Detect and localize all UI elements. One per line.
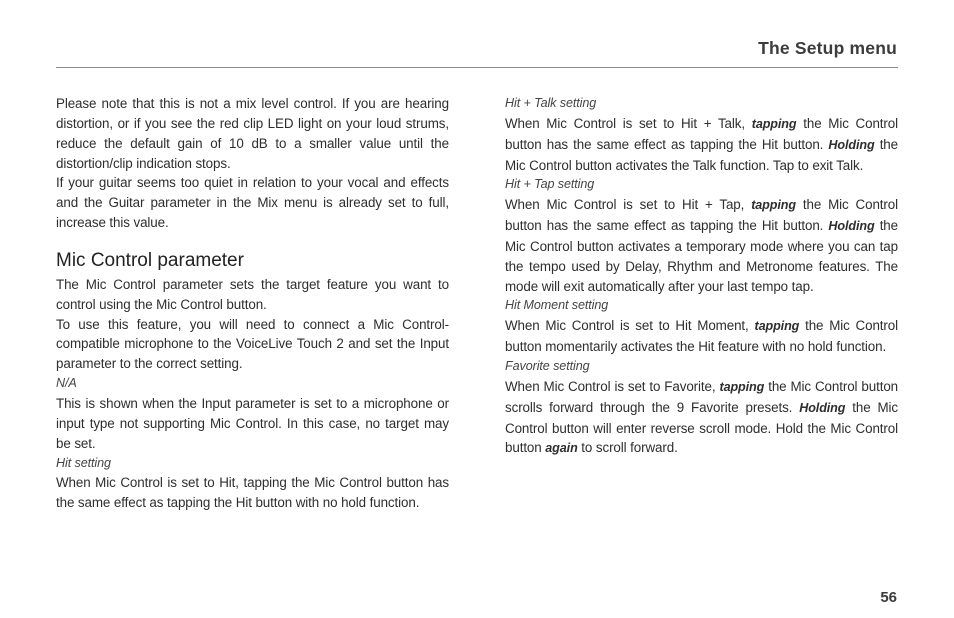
text-run: the Mic Control button scrolls forward through the 9 Favorite presets. [505,378,899,415]
paragraph-hit-tap [505,195,898,296]
right-column [505,94,898,459]
keyword-again: again [545,441,578,456]
text-run: the Mic Control button will enter reverse scroll mode. Hold the Mic Control button [505,399,898,456]
subheading-na: N/A [56,376,77,391]
paragraph-hit: When Mic Control is set to Hit, tapping the Mic Control button has the same effect as tapping the Hit button with no hold function. [56,475,449,511]
subheading-hit: Hit setting [56,455,111,470]
keyword-tapping: tapping [754,319,800,334]
section-heading: Mic Control parameter [56,249,244,271]
paragraph-mic-control-intro: The Mic Control parameter sets the target feature you want to control using the Mic Control button. [56,276,449,312]
text-run: When Mic Control is set to Hit + Talk, [505,115,752,131]
text-run: When Mic Control is set to Hit Moment, [505,318,755,334]
keyword-tapping: tapping [751,116,797,131]
text-run: the Mic Control button activates the Talk function. Tap to exit Talk. [505,136,899,173]
paragraph-na: This is shown when the Input parameter is set to a microphone or input type not supporting Mic Control. In this case, no target may be set. [56,395,449,451]
keyword-holding: Holding [828,137,875,152]
text-run: the Mic Control button momentarily activates the Hit feature with no hold function. [505,318,898,355]
subheading-favorite: Favorite setting [505,358,590,373]
subheading-hit-talk: Hit + Talk setting [505,96,597,110]
text-run: When Mic Control is set to Hit + Tap, [505,197,752,213]
left-column [56,94,449,513]
subheading-hit-moment: Hit Moment setting [505,298,609,313]
subheading-hit-tap: Hit + Tap setting [505,177,595,192]
keyword-tapping: tapping [751,198,796,213]
paragraph-hit-moment [505,316,898,357]
text-run: the Mic Control button activates a temporary mode where you can tap the tempo used by Delay, Rhythm and Metronome features. The mode will exit automatically after your last tempo tap. [505,218,899,294]
paragraph-mix-level-note: Please note that this is not a mix level control. If you are hearing distortion, or if you see the red clip LED light on your loud strums, reduce the default gain of 10 dB to a smaller value until the distortion/clip indication stops. [56,96,449,171]
page-title: The Setup menu [758,38,897,58]
text-run: When Mic Control is set to Favorite, [505,378,720,394]
keyword-holding: Holding [828,219,875,234]
keyword-holding: Holding [799,400,846,415]
text-run: to scroll forward. [577,440,678,456]
page-number: 56 [880,589,897,606]
text-run: the Mic Control button has the same effect as tapping the Hit button. [505,115,898,152]
paragraph-guitar-quiet: If your guitar seems too quiet in relation to your vocal and effects and the Guitar parameter in the Mix menu is already set to full, increase this value. [56,175,449,231]
paragraph-mic-control-setup: To use this feature, you will need to connect a Mic Control-compatible microphone to the VoiceLive Touch 2 and set the Input parameter to the correct setting. [56,316,449,372]
text-run: the Mic Control button has the same effect as tapping the Hit button. [505,197,898,234]
keyword-tapping: tapping [719,379,765,394]
paragraph-hit-talk [505,114,898,176]
header-divider [56,67,898,68]
paragraph-favorite [505,377,898,459]
